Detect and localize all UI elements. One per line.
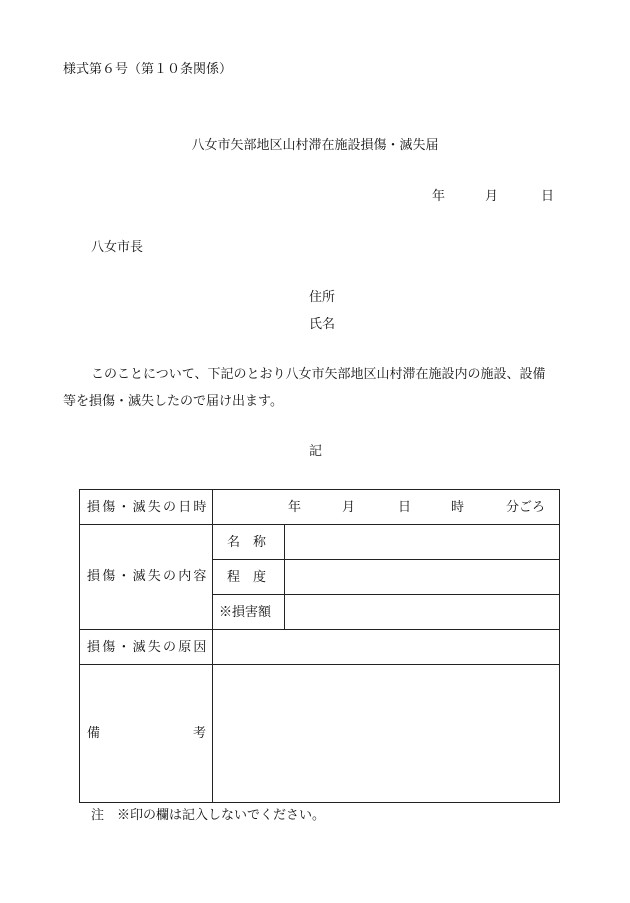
content-damage-amount-label: ※損害額 [219, 605, 272, 620]
remarks-label-left: 備 [87, 726, 101, 741]
name-label: 氏名 [309, 317, 336, 332]
content-subrow-divider-2 [212, 594, 560, 595]
remarks-label-right: 考 [193, 726, 207, 741]
datetime-month: 月 [342, 500, 356, 515]
date-day-label: 日 [541, 189, 555, 204]
table-border-bottom [79, 802, 560, 803]
content-label: 損傷・滅失の内容 [87, 569, 209, 584]
row-divider-3 [79, 664, 560, 665]
datetime-day: 日 [398, 500, 412, 515]
row-divider-1 [79, 524, 560, 525]
address-label: 住所 [309, 290, 336, 305]
datetime-minute: 分ごろ [506, 500, 546, 515]
row-divider-2 [79, 629, 560, 630]
datetime-label: 損傷・滅失の日時 [87, 500, 209, 515]
table-label-divider [212, 489, 213, 803]
addressee: 八女市長 [91, 240, 144, 255]
table-border-right [559, 489, 560, 803]
date-year-label: 年 [432, 189, 446, 204]
date-month-label: 月 [485, 189, 499, 204]
body-text-line-1: このことについて、下記のとおり八女市矢部地区山村滞在施設内の施設、設備 [91, 367, 546, 382]
content-name-label: 名 称 [227, 535, 267, 550]
datetime-hour: 時 [451, 500, 465, 515]
content-sublabel-divider [284, 524, 285, 630]
cause-label: 損傷・滅失の原因 [87, 640, 209, 655]
body-text-line-2: 等を損傷・滅失したので届け出ます。 [63, 394, 283, 409]
document-title: 八女市矢部地区山村滞在施設損傷・滅失届 [191, 138, 439, 153]
content-subrow-divider-1 [212, 559, 560, 560]
footnote: 注 ※印の欄は記入しないでください。 [91, 808, 326, 823]
table-border-top [79, 489, 560, 490]
table-border-left [79, 489, 80, 803]
content-degree-label: 程 度 [227, 570, 267, 585]
form-number: 様式第６号（第１０条関係） [63, 62, 233, 77]
datetime-year: 年 [288, 500, 302, 515]
ki-heading: 記 [309, 444, 323, 459]
